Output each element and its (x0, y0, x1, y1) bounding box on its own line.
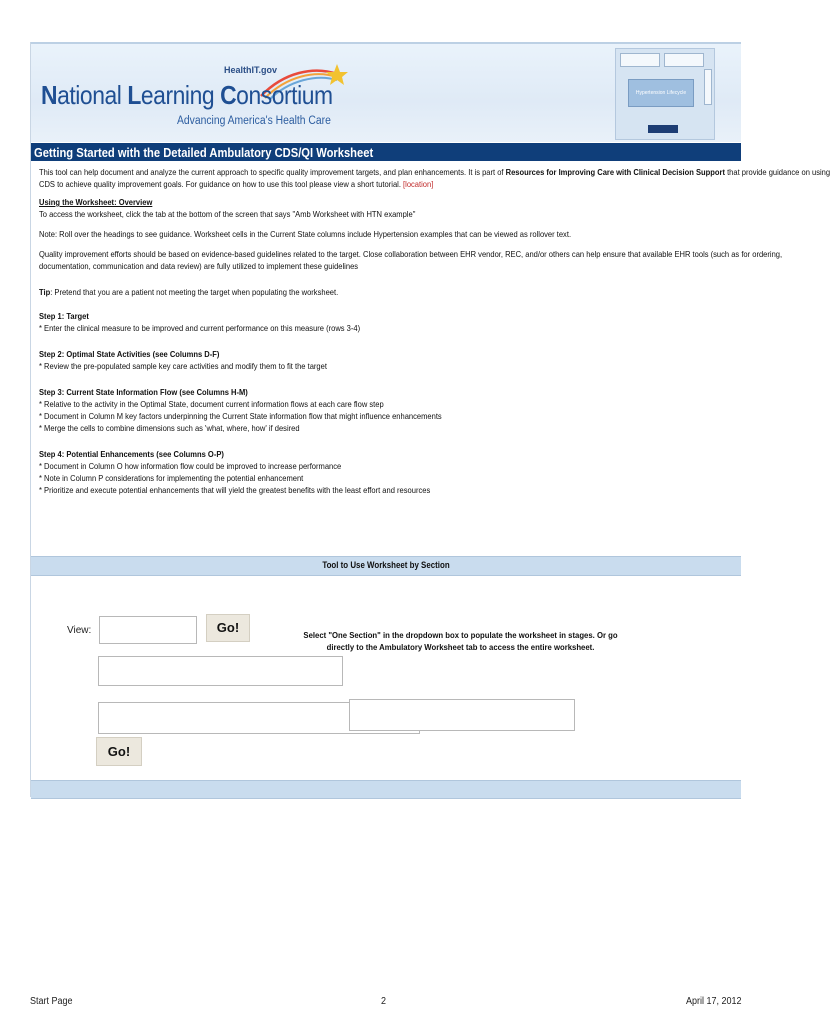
page-title: Getting Started with the Detailed Ambulatory CDS/QI Worksheet (34, 145, 374, 160)
view-label: View: (67, 625, 92, 636)
quality-line-2: documentation, communication and data review) are fully utilized to implement these guidelines (39, 261, 359, 271)
footer-sheet-name: Start Page (30, 996, 73, 1007)
thumb-bottom-box (648, 125, 678, 133)
step-2-title: Step 2: Optimal State Activities (see Columns D-F) (39, 349, 220, 359)
national-learning-consortium-logo (41, 80, 333, 111)
step-3-item-3: * Merge the cells to combine dimensions such as 'what, where, how' if desired (39, 423, 300, 433)
instruction-line-1: Select "One Section" in the dropdown box to populate the worksheet in stages. Or go (303, 630, 618, 640)
tagline: Advancing America's Health Care (177, 115, 331, 127)
step-1-title: Step 1: Target (39, 311, 89, 321)
logo-word-2: Learning (127, 80, 221, 110)
tip-line: Tip: Pretend that you are a patient not meeting the target when populating the worksheet. (39, 287, 339, 297)
title-bar (31, 143, 741, 161)
step-3-item-1: * Relative to the activity in the Optimal State, document current information flows at each care flow step (39, 399, 384, 409)
section-select-1[interactable] (98, 656, 343, 686)
step-2-item-1: * Review the pre-populated sample key care activities and modify them to fit the target (39, 361, 327, 371)
intro-line-1: This tool can help document and analyze the current approach to specific quality improvement targets, and plan enhancements. It is part of Resources for Improving Care with Clinical Decision Support that provide guidance on using (39, 167, 830, 177)
instruction-line-2: directly to the Ambulatory Worksheet tab to access the entire worksheet. (326, 642, 595, 652)
logo-word-3: Consortium (220, 80, 333, 110)
resources-link-text: Resources for Improving Care with Clinical Decision Support (505, 167, 725, 177)
view-dropdown[interactable] (99, 616, 197, 644)
step-3-item-2: * Document in Column M key factors underpinning the Current State information flow that might influence enhancements (39, 411, 442, 421)
footer-date: April 17, 2012 (686, 996, 742, 1007)
tutorial-location-link[interactable]: [location] (403, 179, 434, 189)
footer-page-number: 2 (381, 996, 387, 1007)
thumb-box-1 (620, 53, 660, 67)
section-tool-label: Tool to Use Worksheet by Section (322, 560, 450, 570)
step-3-title: Step 3: Current State Information Flow (see Columns H-M) (39, 387, 248, 397)
step-4-item-1: * Document in Column O how information flow could be improved to increase performance (39, 461, 342, 471)
note-line: Note: Roll over the headings to see guidance. Worksheet cells in the Current State columns include Hypertension examples that can be viewed as rollover text. (39, 229, 572, 239)
step-4-title: Step 4: Potential Enhancements (see Columns O-P) (39, 449, 224, 459)
go-button[interactable]: Go! (206, 614, 250, 642)
step-4-item-3: * Prioritize and execute potential enhancements that will yield the greatest benefits with the least effort and resources (39, 485, 431, 495)
top-border (31, 42, 741, 44)
overview-line: To access the worksheet, click the tab at the bottom of the screen that says "Amb Worksheet with HTN example" (39, 209, 416, 219)
section-tool-bar (31, 556, 741, 576)
intro-line-2: CDS to achieve quality improvement goals. For guidance on how to use this tool please view a short tutorial. [location] (39, 179, 434, 189)
worksheet-page (30, 42, 830, 797)
overview-heading: Using the Worksheet: Overview (39, 197, 153, 207)
logo-word-1: National (41, 80, 128, 110)
section-select-3[interactable] (349, 699, 575, 731)
thumb-center-label: Hypertension Lifecycle (628, 79, 694, 107)
step-4-item-2: * Note in Column P considerations for implementing the potential enhancement (39, 473, 304, 483)
thumb-side-box (704, 69, 712, 105)
bottom-bar (31, 780, 741, 799)
lifecycle-thumbnail (615, 48, 715, 140)
healthit-logo-text: HealthIT.gov (224, 65, 278, 75)
step-1-item-1: * Enter the clinical measure to be improved and current performance on this measure (rows 3-4) (39, 323, 361, 333)
view-instruction (303, 629, 618, 653)
header-banner (31, 42, 741, 142)
quality-line-1: Quality improvement efforts should be based on evidence-based guidelines related to the target. Close collaboration between EHR vendor, REC, and/or others can help ensure that available EHR tools (such as for ordering, (39, 249, 783, 259)
thumb-box-2 (664, 53, 704, 67)
go-button-2[interactable]: Go! (96, 737, 142, 766)
